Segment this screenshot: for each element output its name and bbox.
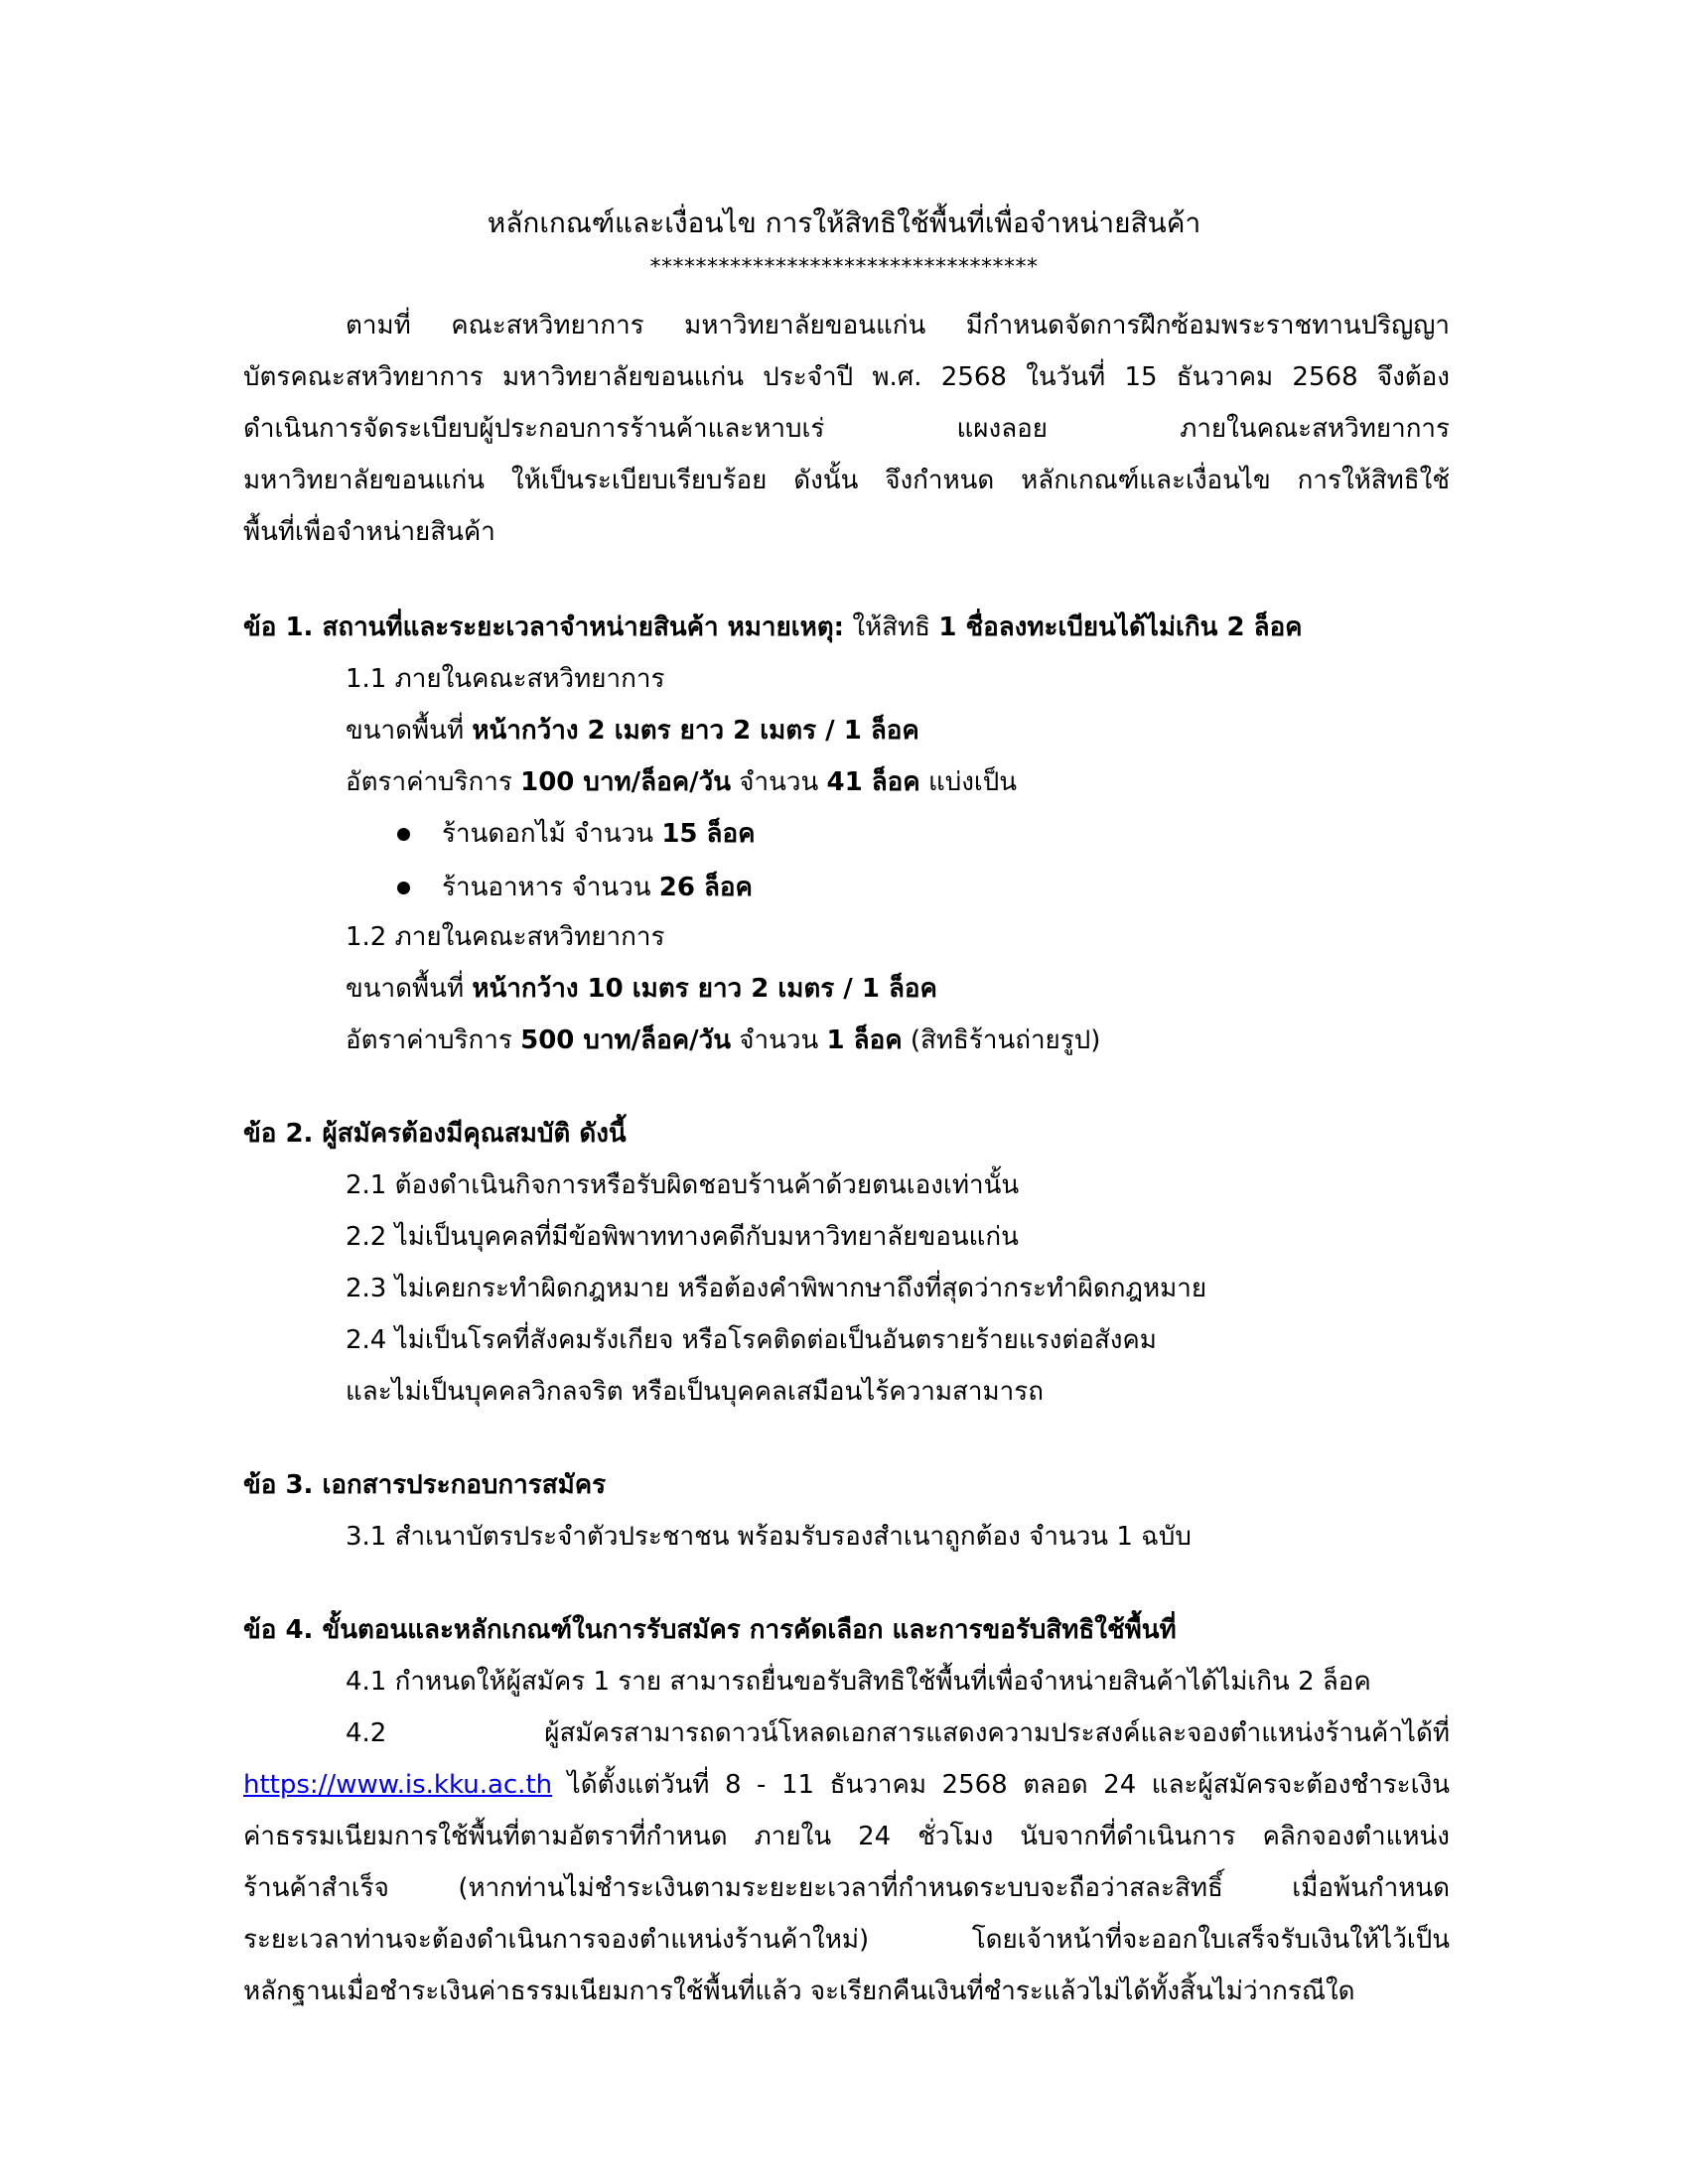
section-1-2-rate: [346, 1021, 1100, 1060]
section-1-heading: [243, 608, 1303, 647]
bullet-label: ร้านดอกไม้ จำนวน: [442, 819, 662, 849]
bullet-label: ร้านอาหาร จำนวน: [442, 873, 659, 902]
section-4-item-2-line-1: 4.2 ผู้สมัครสามารถดาวน์โหลดเอกสารแสดงความประสงค์และจองตำแหน่งร้านค้าได้ที่: [346, 1718, 1450, 1748]
intro-line-4: มหาวิทยาลัยขอนแก่น ให้เป็นระเบียบเรียบร้อย ดังนั้น จึงกำหนด หลักเกณฑ์และเงื่อนไข การให้สิทธิใช้: [243, 466, 1450, 495]
section-1-note-regular: ให้สิทธิ: [844, 613, 939, 642]
section-1-1-rate: [346, 762, 1017, 802]
section-4-item-2-line-3: ค่าธรรมเนียมการใช้พื้นที่ตามอัตราที่กำหนด ภายใน 24 ชั่วโมง นับจากที่ดำเนินการ คลิกจองตำแหน่ง: [243, 1822, 1450, 1851]
section-1-1-title: 1.1 ภายในคณะสหวิทยาการ: [346, 664, 665, 694]
section-2-item-4: 2.4 ไม่เป็นโรคที่สังคมรังเกียจ หรือโรคติดต่อเป็นอันตรายร้ายแรงต่อสังคม: [346, 1325, 1157, 1355]
document-title: หลักเกณฑ์และเงื่อนไข การให้สิทธิใช้พื้นที่เพื่อจำหน่ายสินค้า: [487, 206, 1201, 239]
size-value: หน้ากว้าง 2 เมตร ยาว 2 เมตร / 1 ล็อค: [472, 716, 919, 746]
size-label: ขนาดพื้นที่: [346, 974, 473, 1004]
count-label: จำนวน: [730, 1025, 827, 1055]
section-4-item-2-line-4: ร้านค้าสำเร็จ (หากท่านไม่ชำระเงินตามระยะยะเวลาที่กำหนดระบบจะถือว่าสละสิทธิ์ เมื่อพ้นกำหนด: [243, 1873, 1450, 1903]
section-1-note-bold: 1 ชื่อลงทะเบียนได้ไม่เกิน 2 ล็อค: [938, 613, 1303, 642]
section-3-heading: ข้อ 3. เอกสารประกอบการสมัคร: [243, 1470, 607, 1500]
section-1-2-size: [346, 969, 937, 1009]
bullet-item-food: [442, 868, 753, 907]
count-suffix: (สิทธิร้านถ่ายรูป): [902, 1025, 1101, 1055]
link-trailing-text: ได้ตั้งแต่วันที่ 8 - 11 ธันวาคม 2568 ตลอด 24 และผู้สมัครจะต้องชำระเงิน: [552, 1770, 1450, 1800]
count-suffix: แบ่งเป็น: [919, 767, 1018, 797]
intro-line-5: พื้นที่เพื่อจำหน่ายสินค้า: [243, 517, 495, 547]
section-2-heading: ข้อ 2. ผู้สมัครต้องมีคุณสมบัติ ดังนี้: [243, 1119, 627, 1149]
rate-label: อัตราค่าบริการ: [346, 1025, 521, 1055]
bullet-value: 15 ล็อค: [661, 819, 756, 849]
bullet-icon: [397, 882, 410, 894]
section-1-title: ข้อ 1. สถานที่และระยะเวลาจำหน่ายสินค้า หมายเหตุ:: [243, 613, 845, 642]
bullet-item-flowers: [442, 814, 756, 854]
section-2-item-4-cont: และไม่เป็นบุคคลวิกลจริต หรือเป็นบุคคลเสมือนไร้ความสามารถ: [346, 1377, 1044, 1407]
section-4-item-2-line-6: หลักฐานเมื่อชำระเงินค่าธรรมเนียมการใช้พื้นที่แล้ว จะเรียกคืนเงินที่ชำระแล้วไม่ได้ทั้งสิ้นไม่ว่ากรณีใด: [243, 1977, 1355, 2006]
bullet-icon: [397, 828, 410, 841]
count-label: จำนวน: [730, 767, 827, 797]
intro-line-1: ตามที่ คณะสหวิทยาการ มหาวิทยาลัยขอนแก่น มีกำหนดจัดการฝึกซ้อมพระราชทานปริญญา: [346, 311, 1450, 341]
intro-line-3: ดำเนินการจัดระเบียบผู้ประกอบการร้านค้าและหาบเร่ แผงลอย ภายในคณะสหวิทยาการ: [243, 414, 1450, 444]
section-2-item-1: 2.1 ต้องดำเนินกิจการหรือรับผิดชอบร้านค้าด้วยตนเองเท่านั้น: [346, 1170, 1020, 1200]
section-2-item-2: 2.2 ไม่เป็นบุคคลที่มีข้อพิพาททางคดีกับมหาวิทยาลัยขอนแก่น: [346, 1222, 1019, 1252]
intro-line-2: บัตรคณะสหวิทยาการ มหาวิทยาลัยขอนแก่น ประจำปี พ.ศ. 2568 ในวันที่ 15 ธันวาคม 2568 จึงต้อง: [243, 362, 1450, 392]
rate-value: 100 บาท/ล็อค/วัน: [520, 767, 731, 797]
section-1-1-size: [346, 711, 919, 751]
section-4-item-1: 4.1 กำหนดให้ผู้สมัคร 1 ราย สามารถยื่นขอรับสิทธิใช้พื้นที่เพื่อจำหน่ายสินค้าได้ไม่เกิน 2 ล็อค: [346, 1667, 1371, 1697]
website-link[interactable]: https://www.is.kku.ac.th: [243, 1770, 553, 1800]
size-label: ขนาดพื้นที่: [346, 716, 473, 746]
section-4-item-2-line-5: ระยะเวลาท่านจะต้องดำเนินการจองตำแหน่งร้านค้าใหม่) โดยเจ้าหน้าที่จะออกใบเสร็จรับเงินให้ไว้เป็น: [243, 1925, 1450, 1955]
section-2-item-3: 2.3 ไม่เคยกระทำผิดกฎหมาย หรือต้องคำพิพากษาถึงที่สุดว่ากระทำผิดกฎหมาย: [346, 1274, 1207, 1303]
section-3-item-1: 3.1 สำเนาบัตรประจำตัวประชาชน พร้อมรับรองสำเนาถูกต้อง จำนวน 1 ฉบับ: [346, 1522, 1192, 1552]
count-value: 1 ล็อค: [826, 1025, 903, 1055]
size-value: หน้ากว้าง 10 เมตร ยาว 2 เมตร / 1 ล็อค: [472, 974, 937, 1004]
count-value: 41 ล็อค: [826, 767, 920, 797]
bullet-value: 26 ล็อค: [658, 873, 753, 902]
rate-value: 500 บาท/ล็อค/วัน: [520, 1025, 731, 1055]
rate-label: อัตราค่าบริการ: [346, 767, 521, 797]
title-separator: **********************************: [649, 255, 1039, 280]
section-4-item-2-line-2: [243, 1765, 1450, 1805]
section-4-heading: ข้อ 4. ขั้นตอนและหลักเกณฑ์ในการรับสมัคร การคัดเลือก และการขอรับสิทธิใช้พื้นที่: [243, 1615, 1177, 1645]
section-1-2-title: 1.2 ภายในคณะสหวิทยาการ: [346, 922, 665, 952]
